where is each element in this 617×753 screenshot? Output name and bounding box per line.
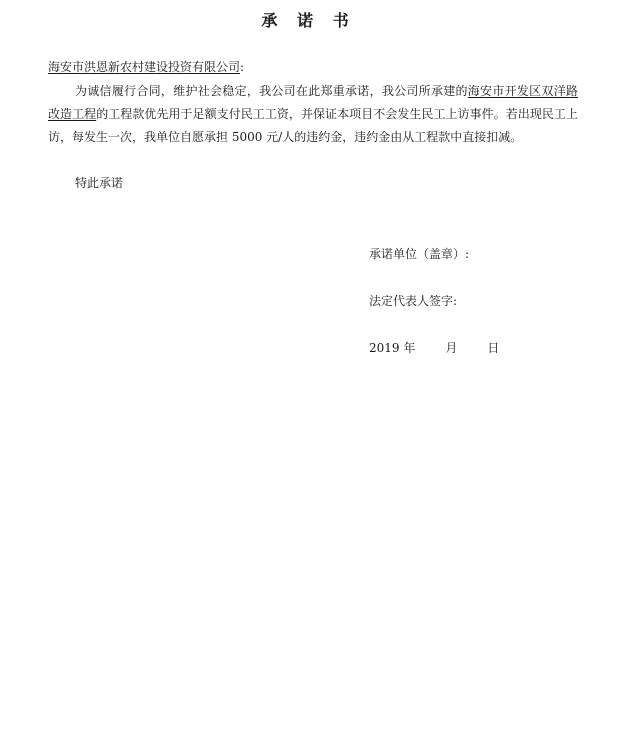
signature-unit-label: 承诺单位（盖章）: [369,247,470,261]
paragraph-part1: 为诚信履行合同，维护社会稳定，我公司在此郑重承诺，我公司所承建的 [75,84,468,98]
addressee-name: 海安市洪恩新农村建设投资有限公司 [48,60,241,74]
paragraph-part2: 的工程款优先用于足额支付民工工资，并保证本项目不会发生民工上访事件。若出现民工上访，每发生一次，我单位自愿承担 5000 元/人的违约金，违约金由从工程款中直接扣减。 [48,107,578,144]
closing-phrase: 特此承诺 [75,176,124,190]
document-title: 承 诺 书 [261,11,356,30]
project-name: 海安市开发区双洋路改造工程 [48,84,578,121]
commitment-paragraph [48,80,578,149]
signature-representative-label: 法定代表人签字: [369,294,458,308]
signature-date [369,339,499,356]
date-day: 日 [487,341,500,355]
date-month: 月 [445,341,458,355]
addressee-line [48,58,244,75]
addressee-colon: : [240,60,245,74]
date-year: 2019 年 [369,341,416,355]
